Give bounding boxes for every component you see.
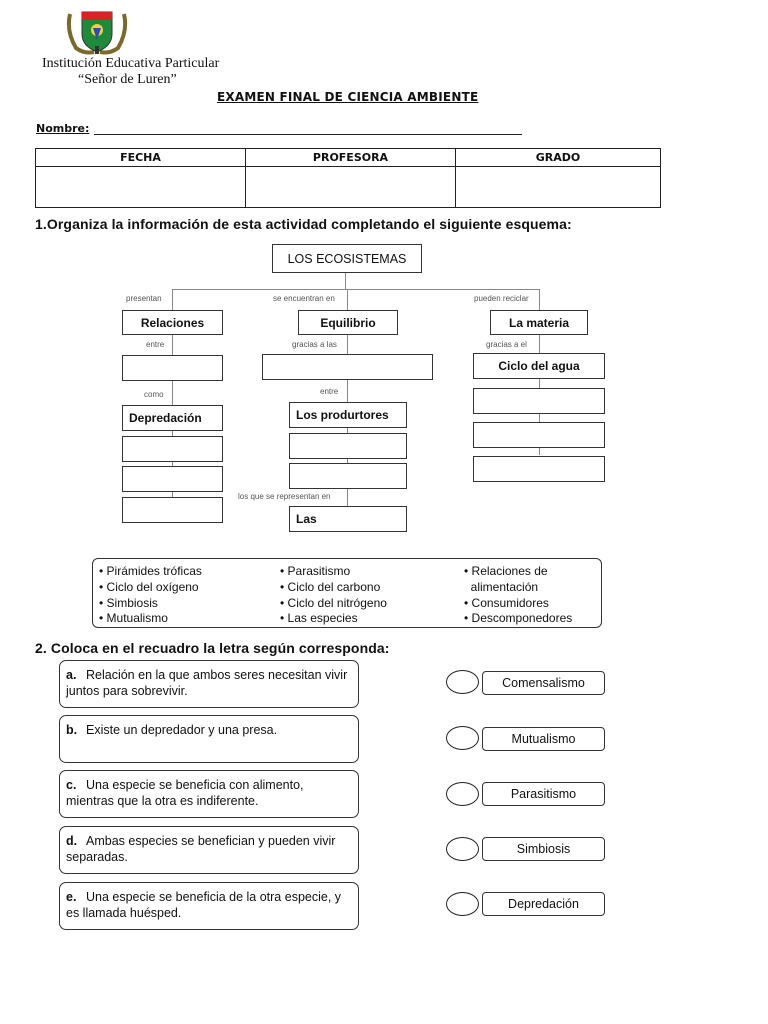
school-crest-logo bbox=[64, 6, 130, 56]
bank-item: • Pirámides tróficas bbox=[99, 564, 202, 578]
info-table bbox=[35, 148, 661, 208]
column-fecha: FECHA bbox=[36, 149, 246, 167]
label-representan-en: los que se representan en bbox=[238, 492, 331, 501]
bank-item: • Relaciones de bbox=[464, 564, 548, 578]
statement-text: Una especie se beneficia de la otra especie, y es llamada huésped. bbox=[66, 890, 342, 920]
blank-box-right-3[interactable] bbox=[473, 456, 605, 482]
statement-letter: e. bbox=[66, 890, 77, 904]
bank-item: • Ciclo del oxígeno bbox=[99, 580, 199, 594]
bank-item: • Descomponedores bbox=[464, 611, 573, 625]
blank-box-middle-2[interactable] bbox=[289, 433, 407, 459]
blank-box-right-1[interactable] bbox=[473, 388, 605, 414]
answer-circle-simbiosis[interactable] bbox=[446, 837, 479, 861]
statement-letter: c. bbox=[66, 778, 77, 792]
column-profesora: PROFESORA bbox=[246, 149, 456, 167]
blank-box-left-4[interactable] bbox=[122, 497, 223, 523]
box-relaciones: Relaciones bbox=[122, 310, 223, 335]
answer-simbiosis: Simbiosis bbox=[482, 837, 605, 861]
box-ciclo-del-agua: Ciclo del agua bbox=[473, 353, 605, 379]
statement-e bbox=[59, 882, 359, 930]
label-entre-left: entre bbox=[146, 340, 165, 349]
label-presentan: presentan bbox=[126, 294, 162, 303]
root-box-ecosistemas: LOS ECOSISTEMAS bbox=[272, 244, 422, 273]
bank-item: • Las especies bbox=[280, 611, 358, 625]
bank-item: alimentación bbox=[464, 580, 539, 594]
box-depredacion: Depredación bbox=[122, 405, 223, 431]
box-los-productores: Los produrtores bbox=[289, 402, 407, 428]
statement-text: Existe un depredador y una presa. bbox=[86, 723, 278, 737]
label-entre-middle: entre bbox=[320, 387, 339, 396]
label-gracias-a-las: gracias a las bbox=[292, 340, 337, 349]
statement-b bbox=[59, 715, 359, 763]
blank-box-left-1[interactable] bbox=[122, 355, 223, 381]
label-pueden-reciclar: pueden reciclar bbox=[474, 294, 529, 303]
label-gracias-a-el: gracias a el bbox=[486, 340, 527, 349]
statement-letter: b. bbox=[66, 723, 78, 737]
bank-item: • Consumidores bbox=[464, 596, 549, 610]
label-como: como bbox=[144, 390, 164, 399]
name-input-line[interactable] bbox=[94, 134, 522, 135]
word-bank bbox=[92, 558, 602, 628]
box-las: Las bbox=[289, 506, 407, 532]
grado-cell[interactable] bbox=[456, 167, 661, 208]
bank-item: • Ciclo del carbono bbox=[280, 580, 381, 594]
answer-mutualismo: Mutualismo bbox=[482, 727, 605, 751]
answer-comensalismo: Comensalismo bbox=[482, 671, 605, 695]
answer-circle-mutualismo[interactable] bbox=[446, 726, 479, 750]
statement-text: Una especie se beneficia con alimento, mientras que la otra es indiferente. bbox=[66, 778, 304, 808]
statement-letter: a. bbox=[66, 668, 77, 682]
blank-box-middle-3[interactable] bbox=[289, 463, 407, 489]
question-2-title: 2. Coloca en el recuadro la letra según corresponda: bbox=[35, 640, 390, 656]
bank-item: • Ciclo del nitrógeno bbox=[280, 596, 387, 610]
question-1-title: 1.Organiza la información de esta actividad completando el siguiente esquema: bbox=[35, 216, 572, 232]
statement-text: Relación en la que ambos seres necesitan vivir juntos para sobrevivir. bbox=[66, 668, 348, 698]
bank-item: • Mutualismo bbox=[99, 611, 168, 625]
bank-item: • Simbiosis bbox=[99, 596, 158, 610]
fecha-cell[interactable] bbox=[36, 167, 246, 208]
answer-circle-parasitismo[interactable] bbox=[446, 782, 479, 806]
bank-item: • Parasitismo bbox=[280, 564, 351, 578]
answer-circle-comensalismo[interactable] bbox=[446, 670, 479, 694]
name-label: Nombre: bbox=[36, 122, 90, 135]
profesora-cell[interactable] bbox=[246, 167, 456, 208]
blank-box-left-2[interactable] bbox=[122, 436, 223, 462]
blank-box-right-2[interactable] bbox=[473, 422, 605, 448]
answer-circle-depredacion[interactable] bbox=[446, 892, 479, 916]
answer-depredacion: Depredación bbox=[482, 892, 605, 916]
box-la-materia: La materia bbox=[490, 310, 588, 335]
statement-d bbox=[59, 826, 359, 874]
institution-name: Institución Educativa Particular bbox=[42, 56, 220, 71]
answer-parasitismo: Parasitismo bbox=[482, 782, 605, 806]
blank-box-left-3[interactable] bbox=[122, 466, 223, 492]
box-equilibrio: Equilibrio bbox=[298, 310, 398, 335]
statement-c bbox=[59, 770, 359, 818]
blank-box-middle-1[interactable] bbox=[262, 354, 433, 380]
statement-a bbox=[59, 660, 359, 708]
exam-title: EXAMEN FINAL DE CIENCIA AMBIENTE bbox=[217, 90, 479, 104]
label-se-encuentran-en: se encuentran en bbox=[273, 294, 335, 303]
institution-subtitle: “Señor de Luren” bbox=[78, 72, 177, 87]
statement-text: Ambas especies se benefician y pueden vivir separadas. bbox=[66, 834, 336, 864]
column-grado: GRADO bbox=[456, 149, 661, 167]
statement-letter: d. bbox=[66, 834, 78, 848]
